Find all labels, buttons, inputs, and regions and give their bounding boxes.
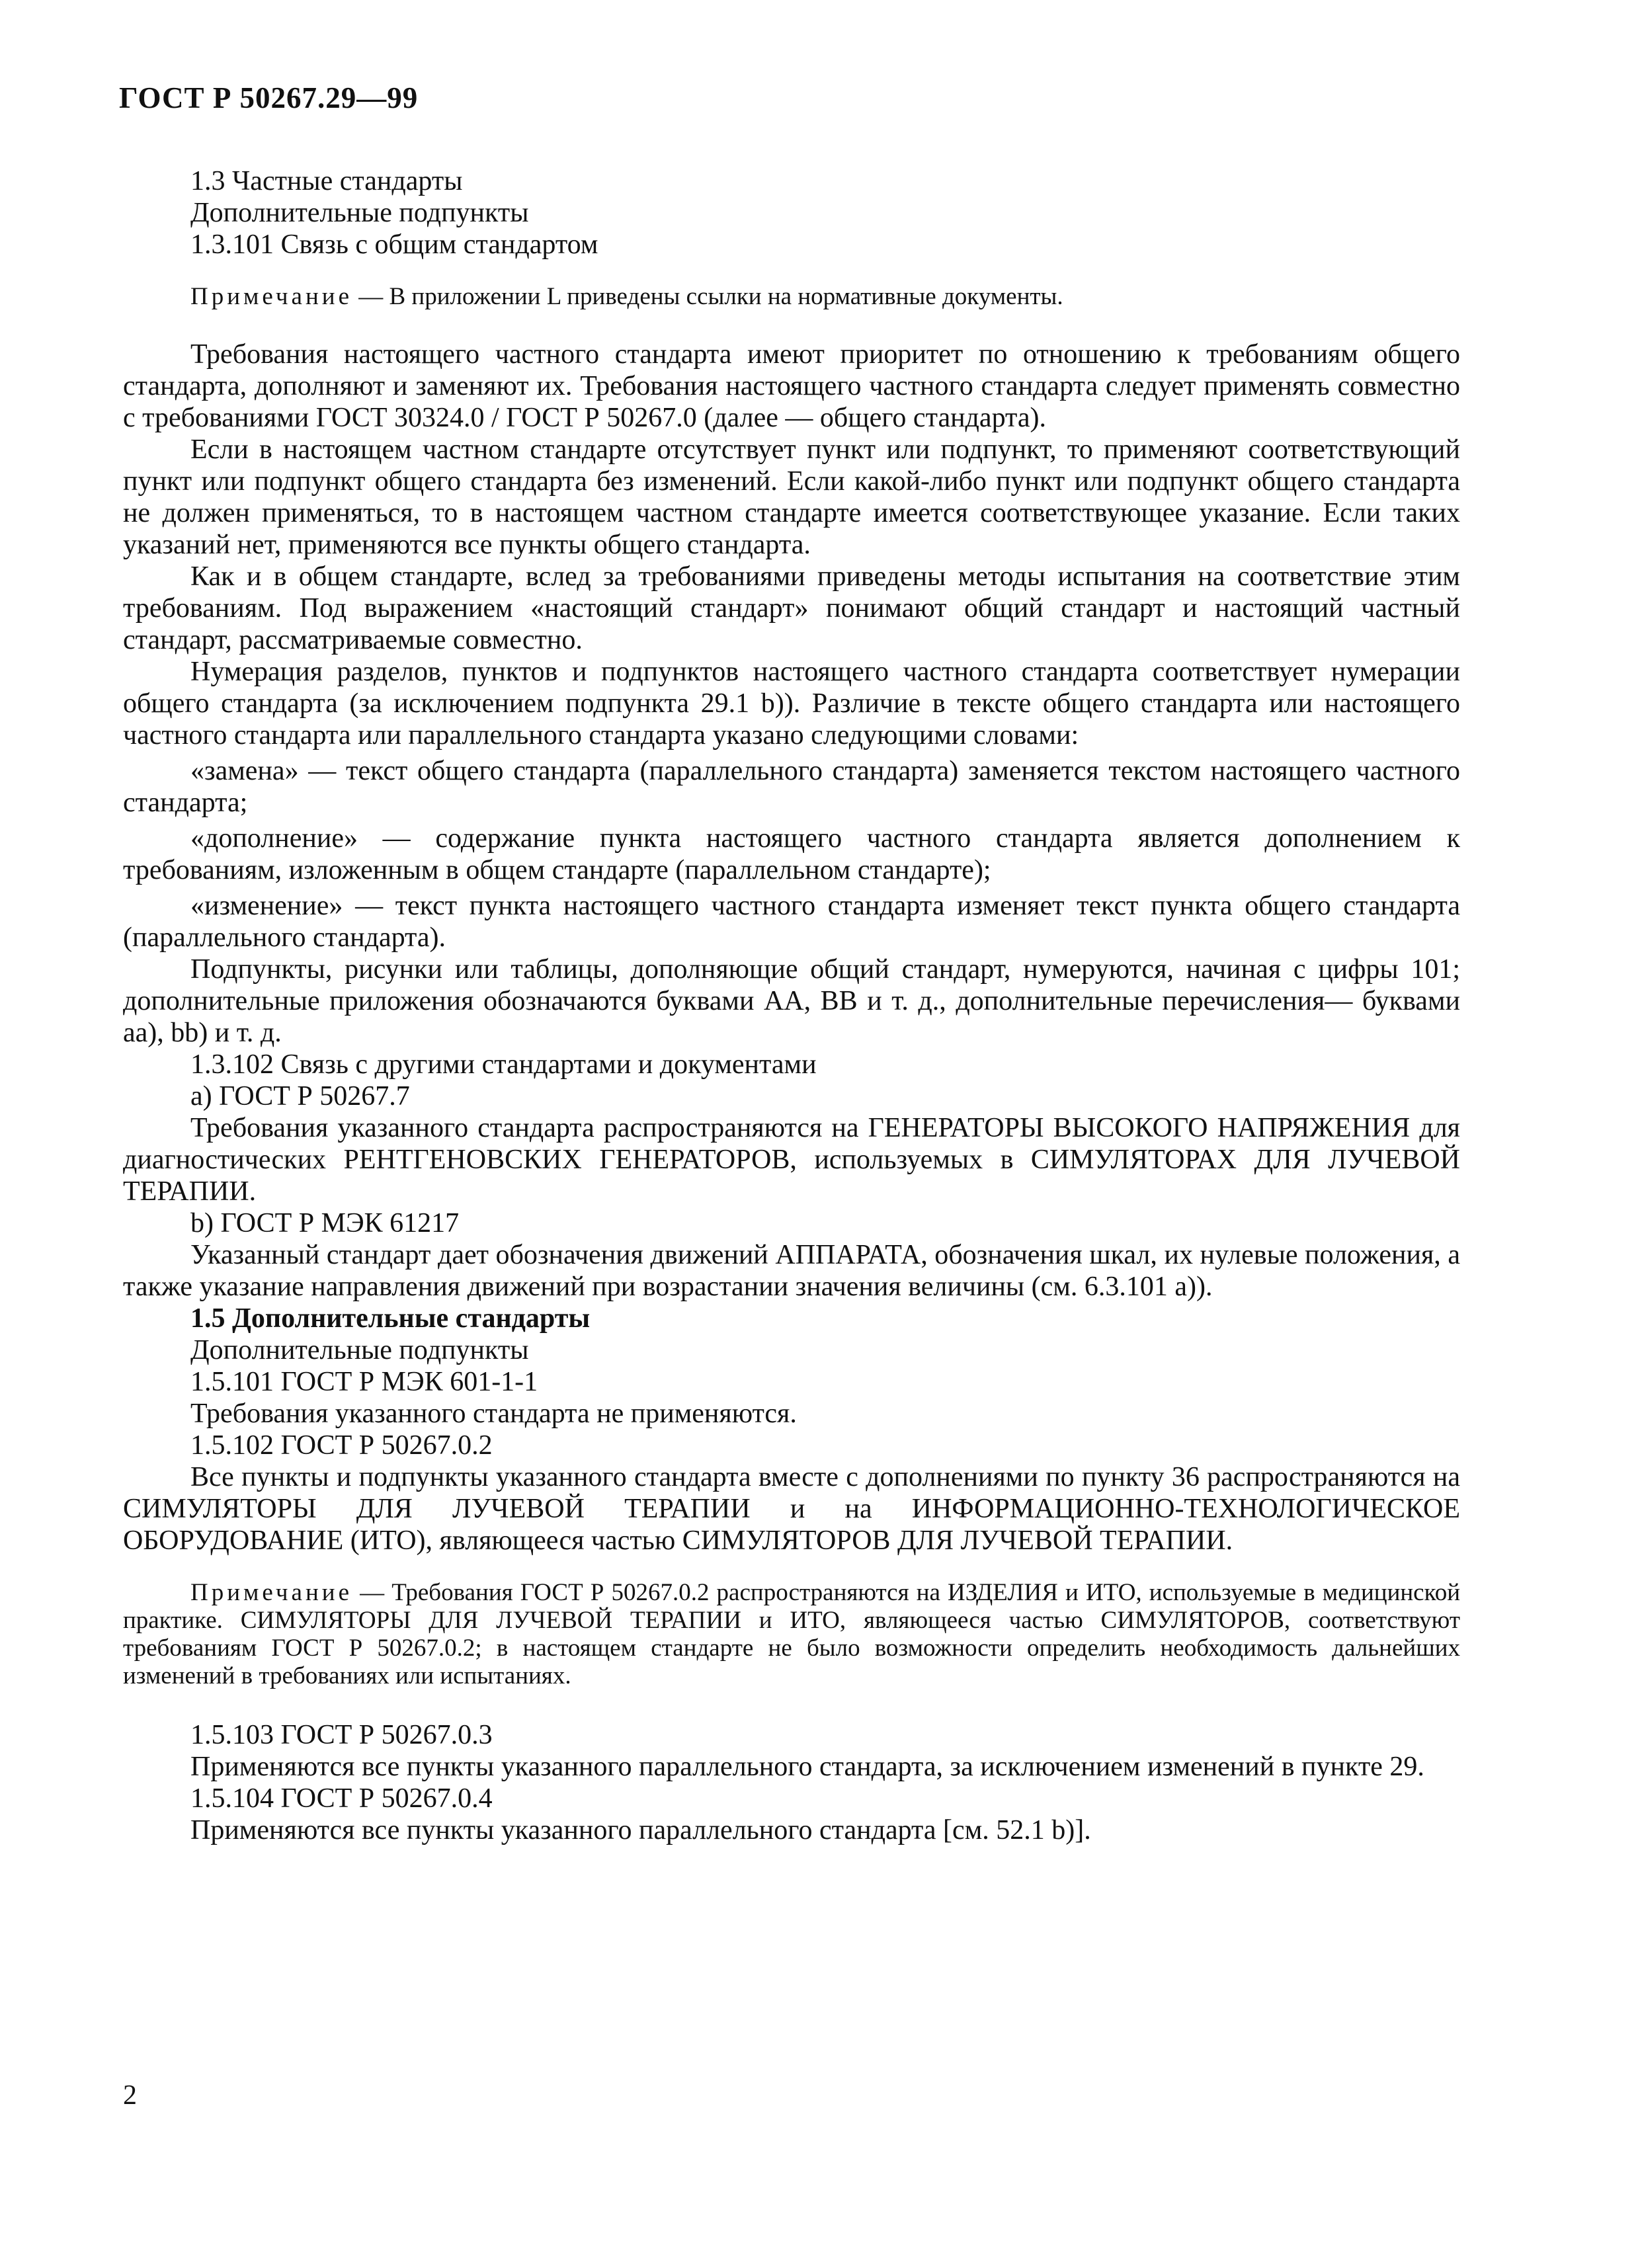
clause-heading: 1.5.101 ГОСТ Р МЭК 601-1-1 bbox=[190, 1367, 538, 1397]
document-body bbox=[123, 165, 1460, 1846]
spacer bbox=[123, 1690, 1460, 1719]
paragraph: Указанный стандарт дает обозначения движений АППАРАТА, обозначения шкал, их нулевые положения, а также указание направления движений при возрастании значения величины (см. 6.3.101 a)). bbox=[123, 1240, 1460, 1302]
spacer bbox=[123, 1557, 1460, 1579]
note-label: Примечание bbox=[190, 1579, 352, 1606]
paragraph: Применяются все пункты указанного параллельного стандарта, за исключением изменений в пункте 29. bbox=[190, 1752, 1424, 1782]
clause-heading: Дополнительные подпункты bbox=[190, 198, 529, 228]
clause-heading: 1.3.102 Связь с другими стандартами и документами bbox=[190, 1049, 817, 1080]
clause-heading: 1.5.103 ГОСТ Р 50267.0.3 bbox=[190, 1720, 493, 1750]
clause-heading: b) ГОСТ Р МЭК 61217 bbox=[190, 1208, 460, 1238]
page-number: 2 bbox=[123, 2080, 137, 2111]
paragraph: «дополнение» — содержание пункта настоящего частного стандарта является дополнением к требованиям, изложенным в общем стандарте (параллельном стандарте); bbox=[123, 823, 1460, 885]
spacer bbox=[123, 261, 1460, 283]
paragraph: Подпункты, рисунки или таблицы, дополняющие общий стандарт, нумеруются, начиная с цифры 101; дополнительные приложения обозначаются буквами АА, ВВ и т. д., дополнительные перечисления— буквами аа), bb) и т. д. bbox=[123, 954, 1460, 1048]
paragraph: «изменение» — текст пункта настоящего частного стандарта изменяет текст пункта общего стандарта (параллельного стандарта). bbox=[123, 891, 1460, 953]
paragraph: Как и в общем стандарте, вслед за требованиями приведены методы испытания на соответствие этим требованиям. Под выражением «настоящий стандарт» понимают общий стандарт и настоящий частный стандарт, рассматриваемые совместно. bbox=[123, 561, 1460, 655]
clause-heading: 1.3.101 Связь с общим стандартом bbox=[190, 229, 598, 260]
note bbox=[123, 1579, 1460, 1690]
section-heading bbox=[123, 1303, 1460, 1334]
paragraph: Требования указанного стандарта распространяются на ГЕНЕРАТОРЫ ВЫСОКОГО НАПРЯЖЕНИЯ для диагностических РЕНТГЕНОВСКИХ ГЕНЕРАТОРОВ, используемых в СИМУЛЯТОРАХ ДЛЯ ЛУЧЕВОЙ ТЕРАПИИ. bbox=[123, 1113, 1460, 1207]
paragraph: Все пункты и подпункты указанного стандарта вместе с дополнениями по пункту 36 распространяются на СИМУЛЯТОРЫ ДЛЯ ЛУЧЕВОЙ ТЕРАПИИ и на ИНФОРМАЦИОННО-ТЕХНОЛОГИЧЕСКОЕ ОБОРУДОВАНИЕ (ИТО), являющееся частью СИМУЛЯТОРОВ ДЛЯ ЛУЧЕВОЙ ТЕРАПИИ. bbox=[123, 1462, 1460, 1556]
paragraph: Нумерация разделов, пунктов и подпунктов настоящего частного стандарта соответствует нумерации общего стандарта (за исключением подпункта 29.1 b)). Различие в тексте общего стандарта или настоящего частного стандарта или параллельного стандарта указано следующими словами: bbox=[123, 657, 1460, 750]
clause-heading: Дополнительные подпункты bbox=[190, 1335, 529, 1365]
paragraph: Если в настоящем частном стандарте отсутствует пункт или подпункт, то применяют соответствующий пункт или подпункт общего стандарта без изменений. Если какой-либо пункт или подпункт общего стандарта не должен применяться, то в настоящем частном стандарте имеется соответствующее указание. Если таких указаний нет, применяются все пункты общего стандарта. bbox=[123, 434, 1460, 560]
note-text: — В приложении L приведены ссылки на нормативные документы. bbox=[352, 283, 1063, 310]
spacer bbox=[123, 311, 1460, 339]
note-label: Примечание bbox=[190, 283, 352, 310]
note bbox=[123, 283, 1460, 311]
document-header: ГОСТ Р 50267.29—99 bbox=[119, 81, 419, 114]
clause-heading: a) ГОСТ Р 50267.7 bbox=[190, 1081, 410, 1112]
paragraph: Требования настоящего частного стандарта имеют приоритет по отношению к требованиям общего стандарта, дополняют и заменяют их. Требования настоящего частного стандарта следует применять совместно с требованиями ГОСТ 30324.0 / ГОСТ Р 50267.0 (далее — общего стандарта). bbox=[123, 339, 1460, 433]
clause-heading: 1.5.102 ГОСТ Р 50267.0.2 bbox=[190, 1430, 493, 1461]
note-text: — Требования ГОСТ Р 50267.0.2 распространяются на ИЗДЕЛИЯ и ИТО, используемые в медицинской практике. СИМУЛЯТОРЫ ДЛЯ ЛУЧЕВОЙ ТЕРАПИИ и ИТО, являющееся частью СИМУЛЯТОРОВ, соответствуют требованиям ГОСТ Р 50267.0.2; в настоящем стандарте не было возможности определить необходимость дальнейших изменений в требованиях или испытаниях. bbox=[123, 1579, 1460, 1689]
clause-heading: 1.5.104 ГОСТ Р 50267.0.4 bbox=[190, 1783, 493, 1814]
clause-heading: 1.3 Частные стандарты bbox=[190, 166, 463, 196]
clause-heading: Требования указанного стандарта не применяются. bbox=[190, 1398, 797, 1429]
paragraph: «замена» — текст общего стандарта (параллельного стандарта) заменяется текстом настоящего частного стандарта; bbox=[123, 756, 1460, 818]
paragraph: Применяются все пункты указанного параллельного стандарта [см. 52.1 b)]. bbox=[190, 1815, 1091, 1845]
section-heading-text: 1.5 Дополнительные стандарты bbox=[190, 1303, 591, 1334]
